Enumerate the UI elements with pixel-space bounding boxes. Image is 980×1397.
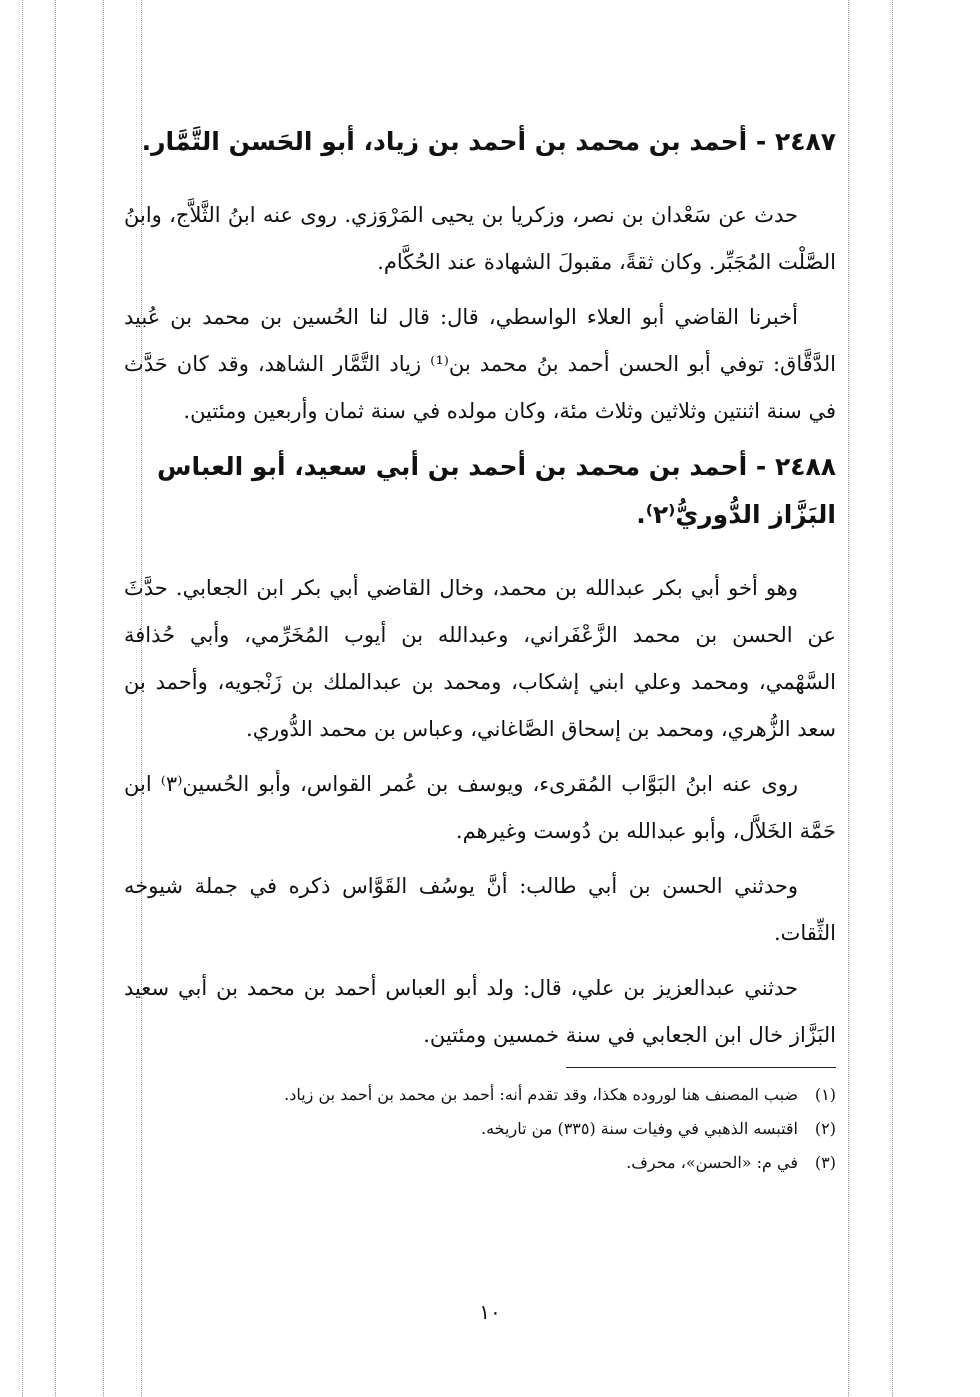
footnote-number: (٣) [814, 1153, 836, 1172]
entry-heading: ٢٤٨٨ - أحمد بن محمد بن أحمد بن أبي سعيد، أبو العباس البَزَّاز الدُّوريُّ⁽٢⁾. [157, 452, 836, 529]
footnote-number: (١) [814, 1085, 836, 1104]
entry-paragraph: وحدثني الحسن بن أبي طالب: أنَّ يوسُف القَوَّاس ذكره في جملة شيوخه الثِّقات. [124, 874, 836, 945]
footnote [124, 1078, 836, 1112]
scan-guide-line [22, 0, 23, 1397]
entry-heading: ٢٤٨٧ - أحمد بن محمد بن أحمد بن زياد، أبو الحَسن التَّمَّار. [141, 127, 836, 156]
entry-paragraph: روى عنه ابنُ البَوَّاب المُقرىء، ويوسف بن عُمر القواس، وأبو الحُسين⁽٣⁾ ابن حَمَّة الخَلاَّل، وأبو عبدالله بن دُوست وغيرهم. [124, 772, 836, 843]
entry-paragraph: حدثني عبدالعزيز بن علي، قال: ولد أبو العباس أحمد بن محمد بن أبي سعيد البَزَّاز خال ابن الجعابي في سنة خمسين ومئتين. [124, 976, 836, 1047]
scan-guide-line [892, 0, 893, 1397]
footnote [124, 1112, 836, 1146]
entry-paragraph: وهو أخو أبي بكر عبدالله بن محمد، وخال القاضي أبي بكر ابن الجعابي. حدَّثَ عن الحسن بن محمد الزَّعْفَراني، وعبدالله بن أيوب المُخَرِّمي، وأبي حُذافة السَّهْمي، ومحمد وعلي ابني إشكاب، ومحمد بن عبدالملك بن زَنْجويه، وأحمد بن سعد الزُّهري، ومحمد بن إسحاق الصَّاغاني، وعباس بن محمد الدُّوري. [124, 576, 836, 741]
scan-guide-line [848, 0, 849, 1397]
page-number: ١٠ [479, 1300, 501, 1324]
footnotes [124, 1078, 836, 1180]
footnote-text: ضبب المصنف هنا لوروده هكذا، وقد تقدم أنه: أحمد بن محمد بن أحمد بن زياد. [284, 1085, 798, 1104]
main-text [124, 118, 836, 1180]
footnote-text: في م: «الحسن»، محرف. [626, 1153, 798, 1172]
footnote [124, 1146, 836, 1180]
scan-guide-line [55, 0, 56, 1397]
scan-guide-line [103, 0, 104, 1397]
footnote-number: (٢) [814, 1119, 836, 1138]
entry-paragraph: أخبرنا القاضي أبو العلاء الواسطي، قال: قال لنا الحُسين بن محمد بن عُبيد الدَّقَّاق: توفي أبو الحسن أحمد بنُ محمد بن⁽¹⁾ زياد التَّمَّار الشاهد، وقد كان حَدَّث في سنة اثنتين وثلاثين وثلاث مئة، وكان مولده في سنة ثمان وأربعين ومئتين. [124, 305, 837, 423]
footnote-divider [566, 1067, 836, 1068]
entry-paragraph: حدث عن سَعْدان بن نصر، وزكريا بن يحيى المَرْوَزي. روى عنه ابنُ الثَّلاَّج، وابنُ الصَّلْت المُجَبِّر. وكان ثقةً، مقبولَ الشهادة عند الحُكَّام. [124, 203, 836, 274]
footnote-text: اقتبسه الذهبي في وفيات سنة (٣٣٥) من تاريخه. [481, 1119, 798, 1138]
